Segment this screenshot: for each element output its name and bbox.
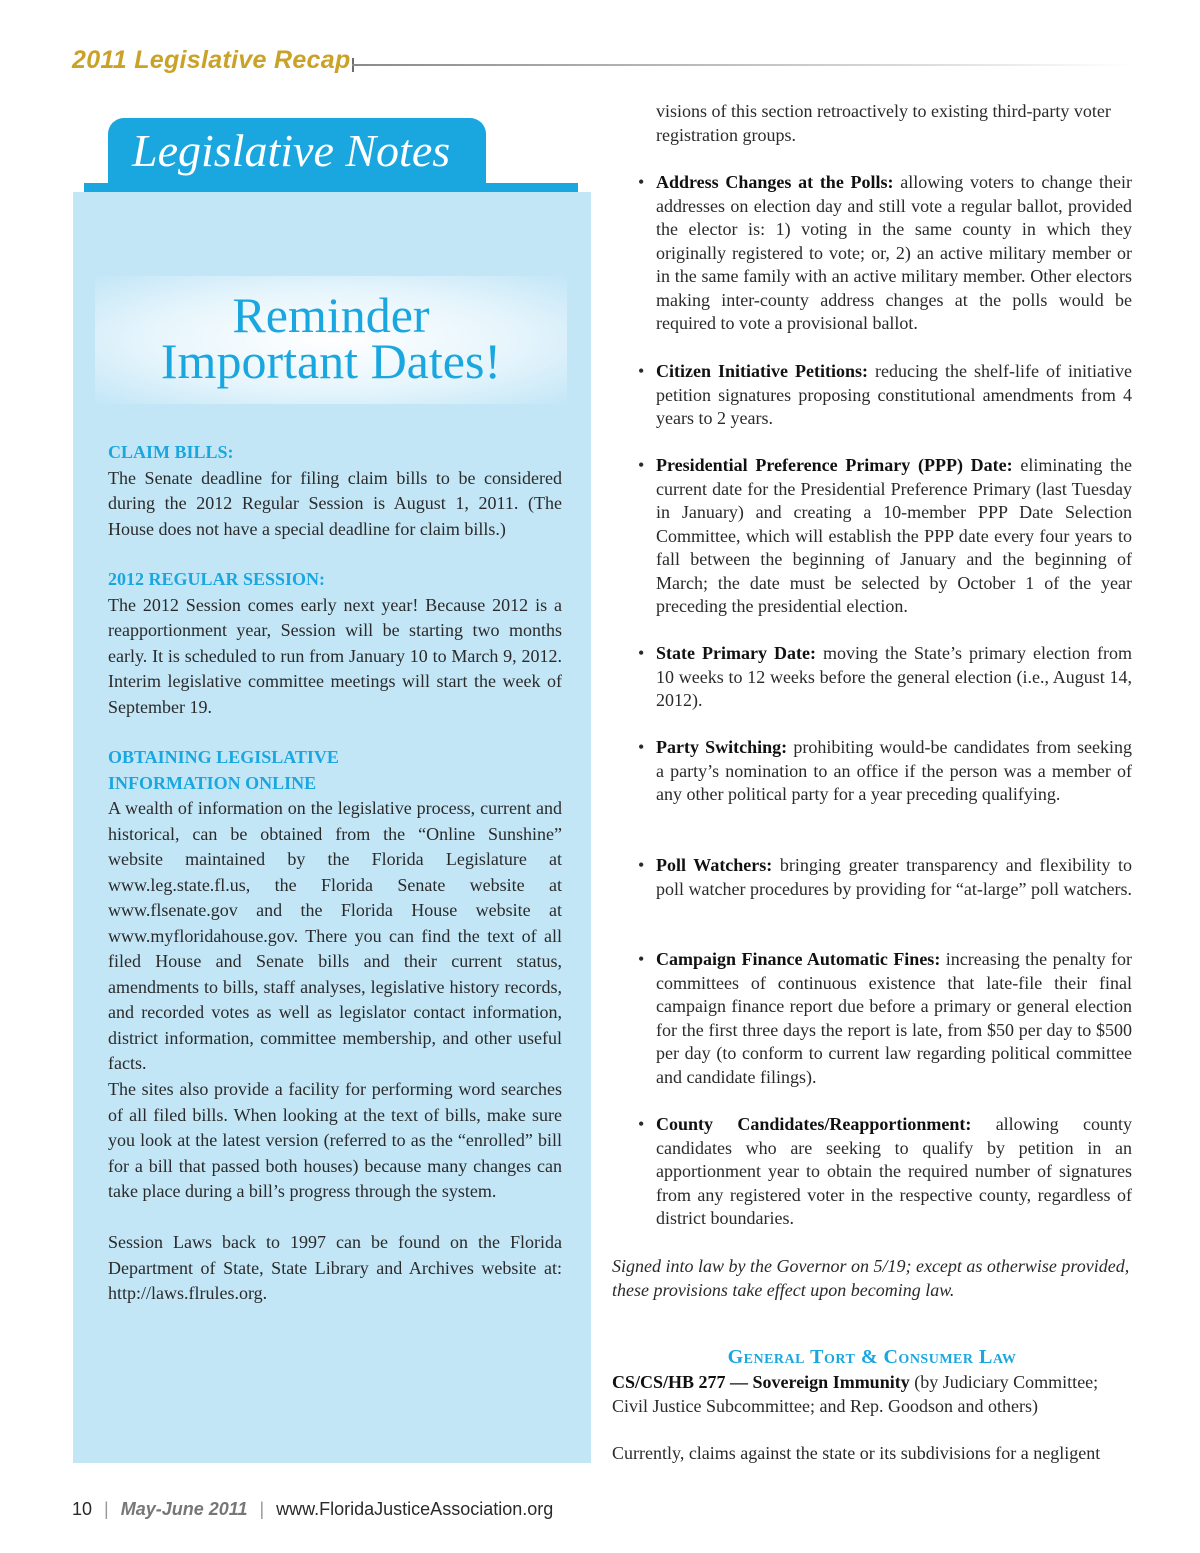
bullet-term: State Primary Date: (656, 643, 816, 663)
bullet-campaign-finance (638, 948, 1132, 1089)
bullet-state-primary (638, 642, 1132, 713)
regular-session-text: The 2012 Session comes early next year! Because 2012 is a reapportionment year, Session will be starting two months early. It is scheduled to run from January 10 to March 9, 2012. Interim legislative committee meetings will start the week of September 19. (108, 594, 562, 717)
issue-date: May-June 2011 (120, 1499, 248, 1519)
bullet-text: prohibiting would-be candidates from seeking a party’s nomination to an office if the person was a member of any other political party for a year preceding qualifying. (656, 737, 1132, 804)
page-footer (72, 1499, 553, 1520)
bullet-party-switching (638, 736, 1132, 807)
bullet-text: allowing voters to change their addresses on election day and still vote a regular ballot, provided the elector is: 1) voting in the same county in which they originally registered to vote; or, 2) an active military member or in the same family with an active military member. Other electors making inter-county address changes at the polls would be required to vote a provisional ballot. (656, 172, 1133, 333)
footer-website: www.FloridaJusticeAssociation.org (276, 1499, 554, 1519)
running-header-title: 2011 Legislative Recap (72, 46, 351, 74)
bullet-dot: • (638, 949, 645, 969)
bullet-text: eliminating the current date for the Presidential Preference Primary (last Tuesday in January) and creating a 10-member PPP Date Selection Committee, which will establish the PPP date every four years to fall between the beginning of January and the beginning of March; the date must be selected by October 1 of the year preceding the presidential election. (656, 455, 1133, 616)
bill-line (612, 1371, 1132, 1418)
bullet-term: Citizen Initiative Petitions: (656, 361, 868, 381)
sidebar-title: Legislative Notes (132, 125, 451, 176)
bullet-address-changes (638, 171, 1132, 336)
bullet-citizen-initiative (638, 360, 1132, 431)
bullet-term: County Candidates/Reapportionment: (656, 1114, 972, 1134)
bullet-dot: • (638, 361, 645, 381)
footer-separator: | (259, 1499, 265, 1519)
section-heading: General Tort & Consumer Law (727, 1346, 1017, 1368)
bullet-dot: • (638, 172, 645, 192)
regular-session-block (108, 567, 562, 720)
bullet-text: moving the State’s primary election from 10 weeks to 12 weeks before the general election (i.e., August 14, 2012). (656, 643, 1132, 710)
bullet-dot: • (638, 455, 645, 475)
bullet-dot: • (638, 855, 645, 875)
bullet-poll-watchers (638, 854, 1132, 901)
regular-session-heading: 2012 REGULAR SESSION: (108, 569, 326, 589)
online-info-block (108, 745, 562, 1077)
bullet-term: Poll Watchers: (656, 855, 773, 875)
bullet-text: increasing the penalty for committees of continuous existence that late-file their final campaign finance report due before a primary or general election for the first three days the report is late, from $50 per day to $500 per day (to conform to current law regarding political committee and candidate filings). (656, 949, 1132, 1087)
reminder-heading-line2: Important Dates! (160, 333, 502, 389)
page-number: 10 (72, 1499, 93, 1519)
bullet-term: Presidential Preference Primary (PPP) Date: (656, 455, 1013, 475)
bullet-text: reducing the shelf-life of initiative petition signatures proposing constitutional amendments from 4 years to 2 years. (656, 361, 1132, 428)
claim-bills-heading: CLAIM BILLS: (108, 442, 234, 462)
footer-separator: | (104, 1499, 109, 1519)
online-info-text: A wealth of information on the legislative process, current and historical, can be obtained from the “Online Sunshine” website maintained by the Florida Legislature at www.leg.state.fl.us, the Florida Senate website at www.flsenate.gov and the Florida House website at www.myfloridahouse.gov. There you can find the text of all filed House and Senate bills and their current status, amendments to bills, staff analyses, legislative history records, and recorded votes as well as legislator contact information, district information, committee membership, and other useful facts. (108, 798, 562, 1073)
bullet-text: bringing greater transparency and flexibility to poll watcher procedures by providing for “at-large” poll watchers. (656, 855, 1132, 899)
bullet-term: Party Switching: (656, 737, 788, 757)
currently-text: Currently, claims against the state or its subdivisions for a negligent (612, 1443, 1101, 1463)
bill-id: CS/CS/HB 277 — Sovereign Immunity (612, 1372, 910, 1392)
bullet-dot: • (638, 1114, 645, 1134)
sidebar-strip (84, 183, 578, 192)
signed-into-law-note: Signed into law by the Governor on 5/19; except as otherwise provided, these provisions take effect upon becoming law. (612, 1256, 1130, 1300)
bullet-text: allowing county candidates who are seeking to qualify by petition in an apportionment year to obtain the required number of signatures from any registered voter in the respective county, regardless of district boundaries. (656, 1114, 1132, 1228)
reminder-heading-line1: Reminder (232, 287, 430, 343)
bullet-dot: • (638, 643, 645, 663)
claim-bills-text: The Senate deadline for filing claim bills to be considered during the 2012 Regular Session is August 1, 2011. (The House does not have a special deadline for claim bills.) (108, 467, 562, 539)
header-rule (352, 64, 1132, 66)
session-laws-text: Session Laws back to 1997 can be found on the Florida Department of State, State Library and Archives website at: http://laws.flrules.org. (108, 1232, 562, 1303)
bullet-county-candidates (638, 1113, 1132, 1231)
bullet-ppp-date (638, 454, 1132, 619)
word-search-text: The sites also provide a facility for performing word searches of all filed bills. When looking at the text of bills, make sure you look at the latest version (referred to as the “enrolled” bill for a bill that passed both houses) because many changes can take place during a bill’s progress through the system. (108, 1079, 562, 1201)
bullet-dot: • (638, 737, 645, 757)
claim-bills-block (108, 440, 562, 542)
bill-sponsors: (by Judiciary Committee; Civil Justice Subcommittee; and Rep. Goodson and others) (612, 1372, 1099, 1416)
bullet-term: Campaign Finance Automatic Fines: (656, 949, 941, 969)
online-info-heading-line1: OBTAINING LEGISLATIVE (108, 747, 339, 767)
online-info-heading-line2: INFORMATION ONLINE (108, 772, 317, 793)
bullet-term: Address Changes at the Polls: (656, 172, 894, 192)
continuation-text: visions of this section retroactively to existing third-party voter registration groups. (656, 101, 1111, 145)
